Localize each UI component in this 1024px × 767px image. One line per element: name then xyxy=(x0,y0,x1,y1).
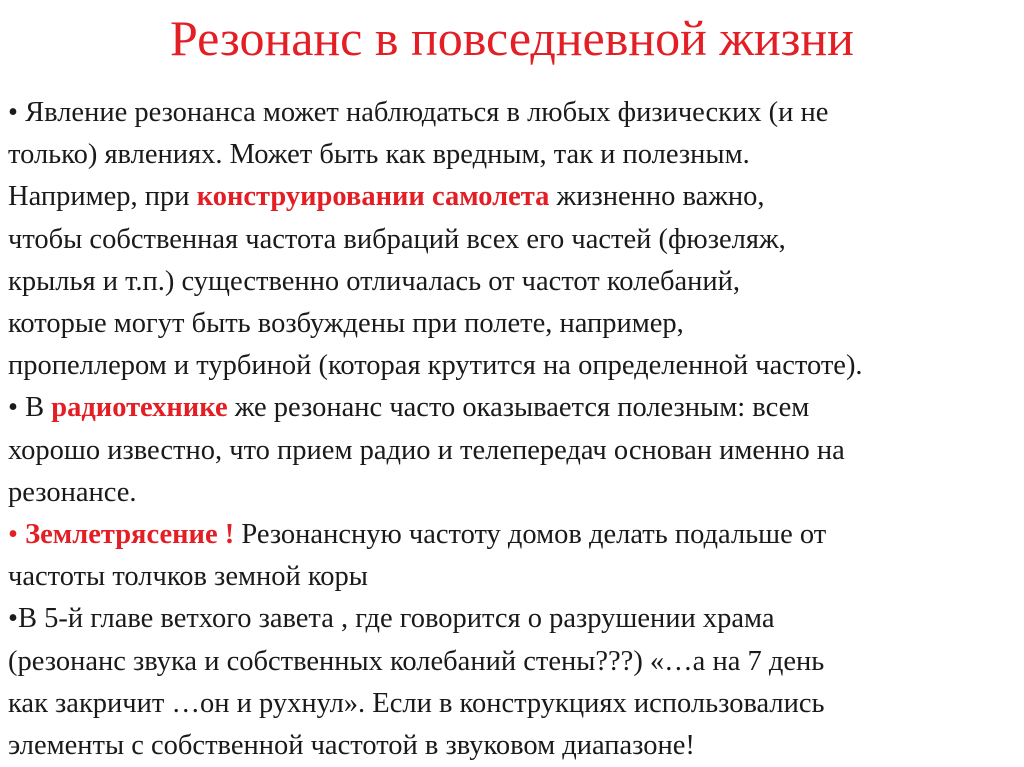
highlighted-term: конструировании самолета xyxy=(196,181,550,213)
text-segment: как закричит …он и рухнул». Если в конструкциях использовались xyxy=(8,687,825,719)
highlighted-term: радиотехнике xyxy=(51,392,228,424)
text-segment: (резонанс звука и собственных колебаний стены???) «…а на 7 день xyxy=(8,645,825,677)
text-line xyxy=(8,556,1018,598)
text-segment: элементы с собственной частотой в звуковом диапазоне! xyxy=(8,730,695,762)
text-segment: Например, при xyxy=(8,181,197,213)
highlighted-term: Землетрясение ! xyxy=(25,519,235,551)
text-line xyxy=(8,92,1018,134)
text-line xyxy=(8,683,1018,725)
slide-title: Резонанс в повседневной жизни xyxy=(170,10,854,66)
text-segment: пропеллером и турбиной (которая крутится на определенной частоте). xyxy=(8,350,863,382)
bullet-marker: • xyxy=(8,519,26,551)
text-line xyxy=(8,598,1018,640)
text-line xyxy=(8,176,1018,218)
text-segment: резонансе. xyxy=(8,476,137,508)
text-line xyxy=(8,219,1018,261)
text-line xyxy=(8,261,1018,303)
text-line xyxy=(8,514,1018,556)
text-line xyxy=(8,387,1018,429)
text-segment: которые могут быть возбуждены при полете, например, xyxy=(8,308,684,340)
text-line xyxy=(8,134,1018,176)
text-segment: • В xyxy=(8,392,52,424)
slide-body xyxy=(8,92,1018,767)
text-segment: только) явлениях. Может быть как вредным, так и полезным. xyxy=(8,139,750,171)
bullet-paragraph xyxy=(8,514,1018,598)
bullet-paragraph xyxy=(8,598,1018,767)
text-segment: частоты толчков земной коры xyxy=(8,561,368,593)
bullet-paragraph xyxy=(8,92,1018,387)
text-segment: •В 5-й главе ветхого завета , где говорится о разрушении храма xyxy=(8,603,775,635)
text-line xyxy=(8,725,1018,767)
text-line xyxy=(8,472,1018,514)
text-line xyxy=(8,303,1018,345)
bullet-paragraph xyxy=(8,387,1018,514)
text-line xyxy=(8,641,1018,683)
text-segment: чтобы собственная частота вибраций всех его частей (фюзеляж, xyxy=(8,223,786,255)
text-line xyxy=(8,430,1018,472)
text-segment: жизненно важно, xyxy=(549,181,765,213)
text-segment: Резонансную частоту домов делать подальше от xyxy=(234,519,827,551)
text-segment: хорошо известно, что прием радио и телепередач основан именно на xyxy=(8,434,845,466)
text-segment: • Явление резонанса может наблюдаться в любых физических (и не xyxy=(8,97,829,128)
text-line xyxy=(8,345,1018,387)
text-segment: же резонанс часто оказывается полезным: всем xyxy=(227,392,810,424)
text-segment: крылья и т.п.) существенно отличалась от частот колебаний, xyxy=(8,265,741,297)
